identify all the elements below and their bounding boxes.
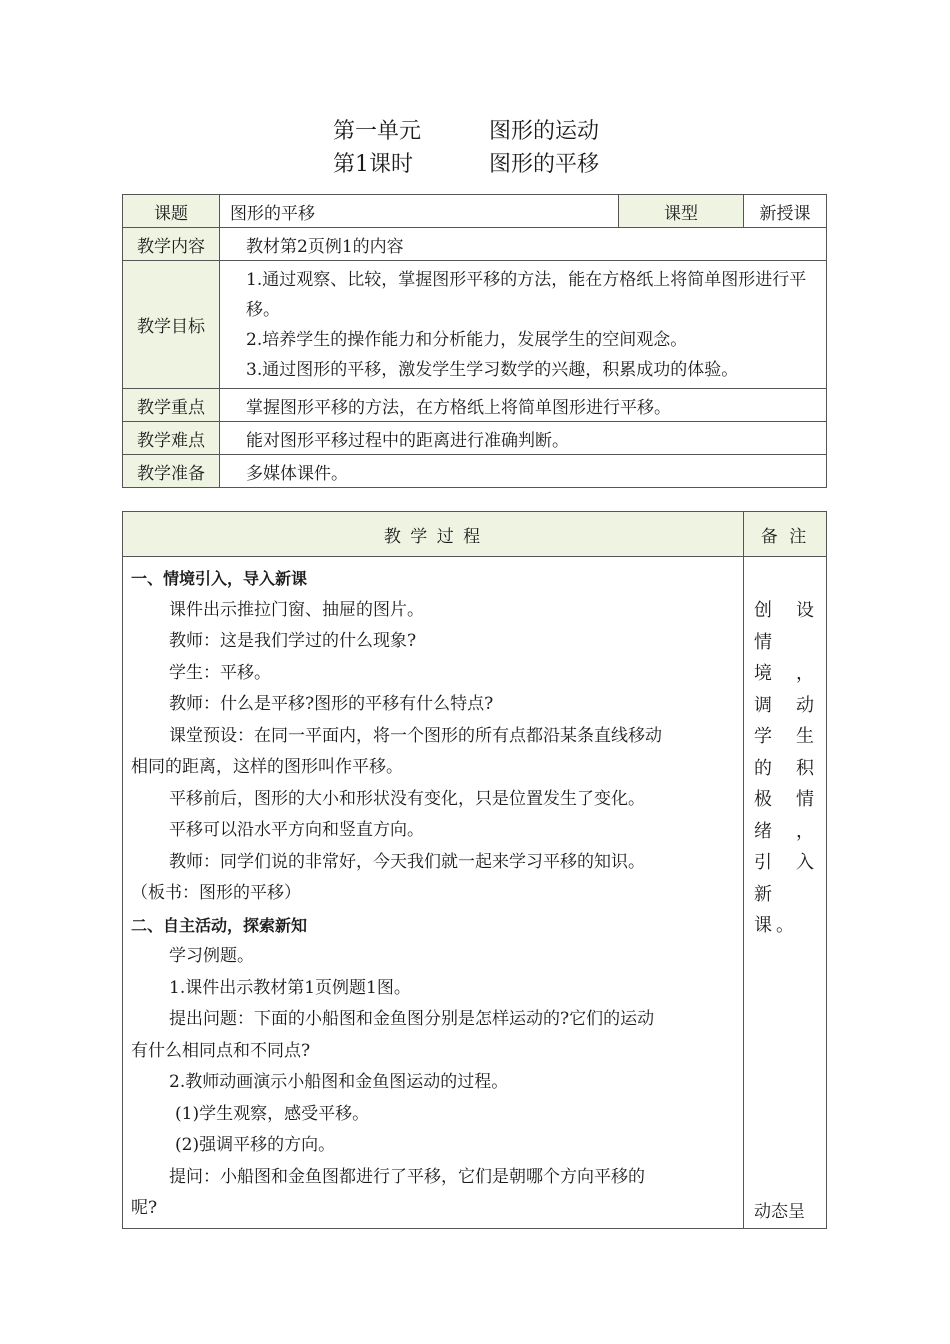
topic-label: 课题	[123, 195, 220, 228]
process-line: 1.课件出示教材第1页例题1图。	[169, 977, 411, 998]
note-cell	[744, 557, 827, 1229]
note-continuation: 动态呈	[754, 1202, 805, 1222]
difficulty-row	[123, 422, 827, 455]
prep-value: 多媒体课件。	[220, 455, 827, 488]
unit-label: 第一单元	[333, 119, 422, 144]
difficulty-value: 能对图形平移过程中的距离进行准确判断。	[220, 422, 827, 455]
goal-item: 3.通过图形的平移，激发学生学习数学的兴趣，积累成功的体验。	[246, 359, 739, 380]
goal-row	[123, 261, 827, 389]
topic-value: 图形的平移	[220, 195, 619, 228]
process-line: 2.教师动画演示小船图和金鱼图运动的过程。	[169, 1072, 509, 1092]
process-line: (2)强调平移的方向。	[175, 1135, 336, 1155]
process-line: 教师：同学们说的非常好，今天我们就一起来学习平移的知识。	[169, 851, 645, 872]
process-line: 相同的距离，这样的图形叫作平移。	[131, 757, 403, 777]
process-line: 课堂预设：在同一平面内，将一个图形的所有点都沿某条直线移动	[169, 725, 662, 746]
type-label: 课型	[619, 195, 744, 228]
process-line: 学习例题。	[169, 946, 254, 966]
process-header-row	[123, 512, 827, 557]
prep-label: 教学准备	[123, 455, 220, 488]
process-line: （板书：图形的平移）	[131, 883, 301, 903]
process-line: 平移可以沿水平方向和竖直方向。	[169, 820, 424, 840]
goal-label: 教学目标	[123, 261, 220, 389]
content-value: 教材第2页例1的内容	[220, 228, 827, 261]
teaching-process-table	[122, 511, 827, 1229]
key-value: 掌握图形平移的方法，在方格纸上将简单图形进行平移。	[220, 389, 827, 422]
process-line: 教师：什么是平移?图形的平移有什么特点?	[169, 694, 494, 714]
goal-item: 2.培养学生的操作能力和分析能力，发展学生的空间观念。	[246, 329, 688, 350]
process-line: 平移前后，图形的大小和形状没有变化，只是位置发生了变化。	[169, 788, 645, 809]
type-value: 新授课	[744, 195, 827, 228]
process-line: 提出问题：下面的小船图和金鱼图分别是怎样运动的?它们的运动	[169, 1009, 655, 1029]
process-line: 教师：这是我们学过的什么现象?	[169, 631, 417, 651]
note-text: 创设情境，调动学生的积极情绪，引入新课。	[754, 600, 818, 936]
content-row	[123, 228, 827, 261]
process-body	[123, 557, 744, 1229]
content-label: 教学内容	[123, 228, 220, 261]
key-row	[123, 389, 827, 422]
process-body-row	[123, 557, 827, 1229]
unit-title: 图形的运动	[489, 119, 600, 144]
goal-list	[220, 261, 827, 389]
section-heading: 二、自主活动，探索新知	[131, 915, 308, 935]
section-heading: 一、情境引入，导入新课	[131, 569, 308, 588]
lesson-label: 第1课时	[333, 152, 413, 177]
process-line: 呢?	[131, 1198, 158, 1218]
goal-item: 1.通过观察、比较，掌握图形平移的方法，能在方格纸上将简单图形进行平移。	[246, 269, 807, 320]
process-header: 教 学 过 程	[123, 512, 744, 557]
prep-row	[123, 455, 827, 488]
process-line: 提问：小船图和金鱼图都进行了平移，它们是朝哪个方向平移的	[169, 1166, 645, 1187]
process-line: 课件出示推拉门窗、抽屉的图片。	[169, 599, 424, 620]
lesson-info-table	[122, 194, 827, 488]
note-header: 备 注	[744, 512, 827, 557]
topic-row	[123, 195, 827, 228]
key-label: 教学重点	[123, 389, 220, 422]
process-line: 有什么相同点和不同点?	[131, 1040, 311, 1061]
difficulty-label: 教学难点	[123, 422, 220, 455]
lesson-title: 图形的平移	[489, 152, 600, 177]
process-line: 学生：平移。	[169, 662, 271, 683]
process-line: (1)学生观察，感受平移。	[175, 1103, 370, 1124]
